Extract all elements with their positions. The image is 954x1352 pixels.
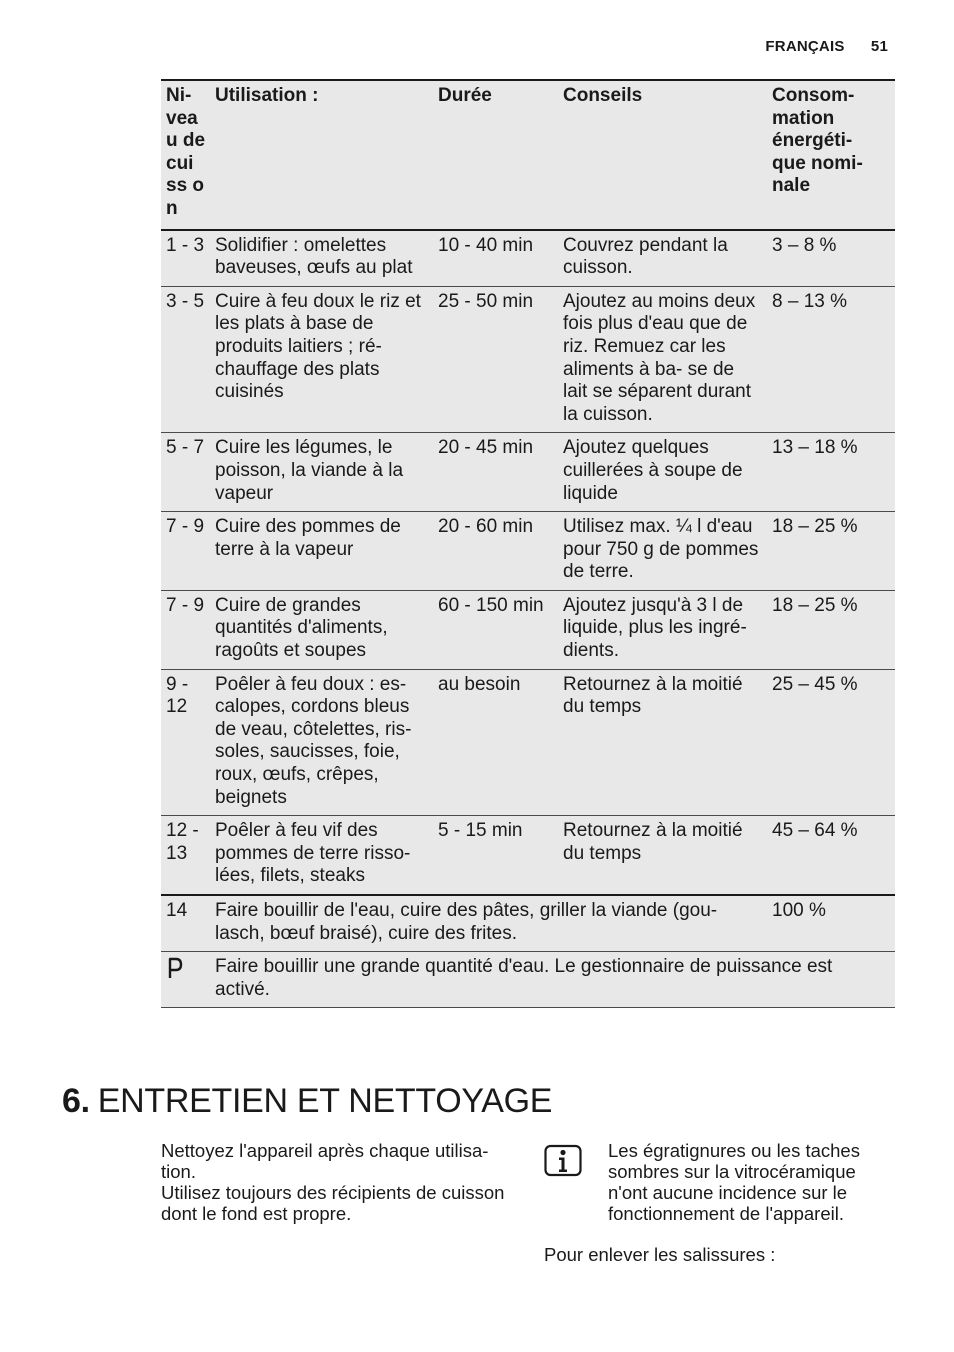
cell-usage: Cuire les légumes, le poisson, la viande à la vapeur bbox=[210, 433, 433, 512]
section-number: 6. bbox=[62, 1082, 90, 1120]
table-row-p bbox=[161, 952, 895, 1008]
header-language: FRANÇAIS bbox=[765, 38, 845, 55]
cell-duration: 20 - 60 min bbox=[433, 512, 558, 591]
cell-consumption: 13 – 18 % bbox=[767, 433, 895, 512]
cell-usage: Faire bouillir de l'eau, cuire des pâtes, griller la viande (gou- lasch, bœuf braisé), cuire des frites. bbox=[210, 895, 767, 952]
cell-level: 3 - 5 bbox=[161, 286, 210, 433]
cell-consumption: 45 – 64 % bbox=[767, 816, 895, 895]
cell-level: 1 - 3 bbox=[161, 230, 210, 287]
table-row bbox=[161, 433, 895, 512]
cell-usage: Cuire des pommes de terre à la vapeur bbox=[210, 512, 433, 591]
cell-usage: Poêler à feu doux : es- calopes, cordons bleus de veau, côtelettes, ris- soles, saucisses, foie, roux, œufs, crêpes, beignets bbox=[210, 669, 433, 816]
cell-duration: au besoin bbox=[433, 669, 558, 816]
cell-duration: 10 - 40 min bbox=[433, 230, 558, 287]
cell-advice: Retournez à la moitié du temps bbox=[558, 669, 767, 816]
dirt-removal-intro: Pour enlever les salissures : bbox=[544, 1244, 776, 1265]
cell-advice: Ajoutez quelques cuillerées à soupe de liquide bbox=[558, 433, 767, 512]
page-number: 51 bbox=[870, 38, 888, 55]
paragraph: Utilisez toujours des récipients de cuisson dont le fond est propre. bbox=[161, 1182, 505, 1224]
cell-duration: 60 - 150 min bbox=[433, 590, 558, 669]
cell-consumption: 18 – 25 % bbox=[767, 590, 895, 669]
cell-advice: Retournez à la moitié du temps bbox=[558, 816, 767, 895]
header-usage: Utilisation : bbox=[210, 80, 433, 230]
table-row bbox=[161, 816, 895, 895]
cell-usage: Cuire de grandes quantités d'aliments, ragoûts et soupes bbox=[210, 590, 433, 669]
table-row bbox=[161, 590, 895, 669]
page-header bbox=[765, 38, 888, 55]
cell-advice: Utilisez max. ¼ l d'eau pour 750 g de pommes de terre. bbox=[558, 512, 767, 591]
cell-usage: Faire bouillir une grande quantité d'eau. Le gestionnaire de puissance est activé. bbox=[210, 952, 895, 1008]
cell-consumption: 8 – 13 % bbox=[767, 286, 895, 433]
table-row bbox=[161, 669, 895, 816]
cell-advice: Ajoutez au moins deux fois plus d'eau que de riz. Remuez car les aliments à ba- se de lait se séparent durant la cuisson. bbox=[558, 286, 767, 433]
cell-level: 7 - 9 bbox=[161, 590, 210, 669]
cell-usage: Solidifier : omelettes baveuses, œufs au plat bbox=[210, 230, 433, 287]
cell-level: 7 - 9 bbox=[161, 512, 210, 591]
cell-consumption: 100 % bbox=[767, 895, 895, 952]
cell-level: 5 - 7 bbox=[161, 433, 210, 512]
cell-advice: Couvrez pendant la cuisson. bbox=[558, 230, 767, 287]
header-level: Ni- vea u de cui ss on bbox=[161, 80, 210, 230]
cell-duration: 25 - 50 min bbox=[433, 286, 558, 433]
section-heading bbox=[62, 1082, 552, 1121]
section-title: ENTRETIEN ET NETTOYAGE bbox=[97, 1082, 553, 1120]
cell-consumption: 18 – 25 % bbox=[767, 512, 895, 591]
cell-level: 14 bbox=[161, 895, 210, 952]
info-icon bbox=[544, 1143, 582, 1177]
header-consumption: Consom- mation énergéti- que nomi- nale bbox=[767, 80, 895, 230]
info-note: Les égratignures ou les taches sombres sur la vitrocéramique n'ont aucune incidence sur le fonctionnement de l'appareil. bbox=[608, 1140, 860, 1224]
cell-duration: 20 - 45 min bbox=[433, 433, 558, 512]
header-advice: Conseils bbox=[558, 80, 767, 230]
header-duration: Durée bbox=[433, 80, 558, 230]
cell-level: 9 - 12 bbox=[161, 669, 210, 816]
cell-duration: 5 - 15 min bbox=[433, 816, 558, 895]
care-instructions bbox=[161, 1140, 521, 1224]
cell-consumption: 25 – 45 % bbox=[767, 669, 895, 816]
cell-usage: Poêler à feu vif des pommes de terre risso- lées, filets, steaks bbox=[210, 816, 433, 895]
cooking-levels-table bbox=[161, 79, 895, 1008]
table-row bbox=[161, 230, 895, 287]
paragraph: Nettoyez l'appareil après chaque utilisa- tion. bbox=[161, 1140, 489, 1182]
cell-usage: Cuire à feu doux le riz et les plats à base de produits laitiers ; ré- chauffage des plats cuisinés bbox=[210, 286, 433, 433]
cell-advice: Ajoutez jusqu'à 3 l de liquide, plus les ingré- dients. bbox=[558, 590, 767, 669]
cell-level: 12 - 13 bbox=[161, 816, 210, 895]
table-row-14 bbox=[161, 895, 895, 952]
table-header-row bbox=[161, 80, 895, 230]
table-row bbox=[161, 286, 895, 433]
cell-level bbox=[161, 952, 210, 1008]
table-row bbox=[161, 512, 895, 591]
power-boost-p-icon bbox=[166, 956, 184, 980]
cell-consumption: 3 – 8 % bbox=[767, 230, 895, 287]
